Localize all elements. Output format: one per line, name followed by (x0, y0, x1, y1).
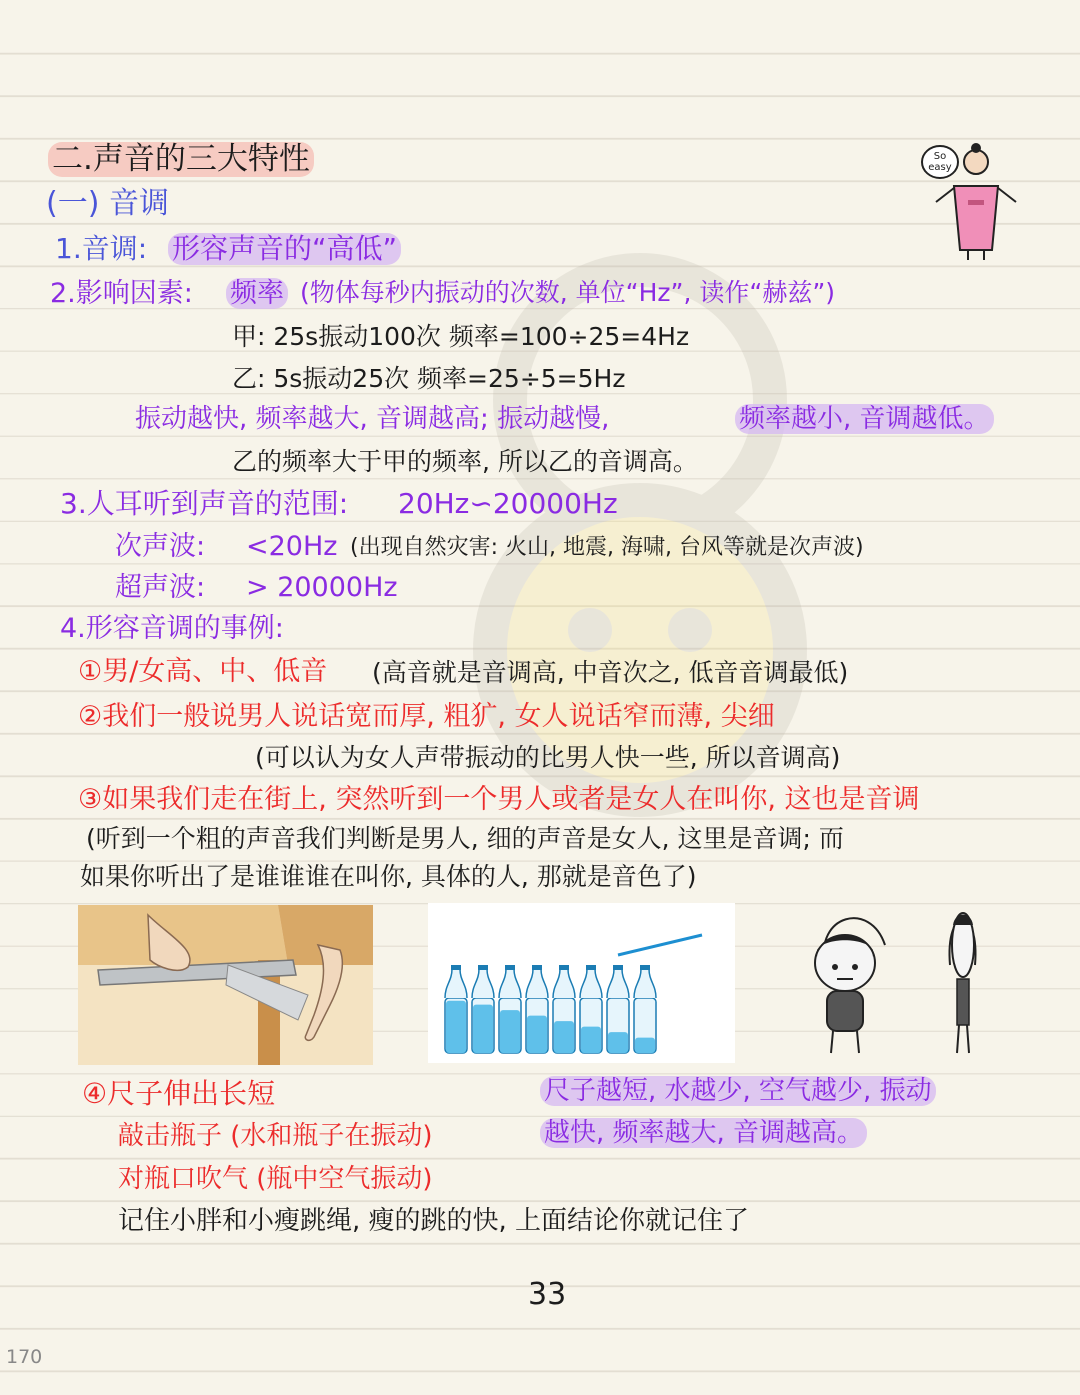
item4-ex3-note2: 如果你听出了是谁谁谁在叫你, 具体的人, 那就是音色了) (80, 862, 697, 891)
side-note-line2: 越快, 频率越大, 音调越高。 (540, 1118, 867, 1148)
item2-example-b: 乙: 5s振动25次 频率=25÷5=5Hz (232, 364, 626, 393)
bottles-figure (428, 903, 735, 1063)
bottle (553, 965, 575, 1053)
ultrasound-value: > 20000Hz (246, 572, 398, 603)
jump-rope-figure (795, 905, 1010, 1060)
item4-ex4-line3: 对瓶口吹气 (瓶中空气振动) (118, 1164, 433, 1194)
bottle (526, 965, 548, 1053)
bottle (634, 965, 656, 1053)
item2-rule-part1: 振动越快, 频率越大, 音调越高; 振动越慢, (135, 404, 610, 434)
item1-definition: 形容声音的“高低” (168, 233, 401, 265)
item4-ex2-main: ②我们一般说男人说话宽而厚, 粗犷, 女人说话窄而薄, 尖细 (78, 701, 775, 732)
trend-line (618, 935, 702, 955)
bottle (580, 965, 602, 1053)
item4-ex3-note1: (听到一个粗的声音我们判断是男人, 细的声音是女人, 这里是音调; 而 (86, 824, 844, 853)
section-title: 二.声音的三大特性 (48, 142, 314, 177)
side-note-line1: 尺子越短, 水越少, 空气越少, 振动 (540, 1076, 936, 1106)
item2-factor: 频率 (226, 278, 288, 309)
item4-label: 4.形容音调的事例: (60, 613, 284, 644)
item2-conclusion: 乙的频率大于甲的频率, 所以乙的音调高。 (232, 447, 698, 476)
item4-ex1-note: (高音就是音调高, 中音次之, 低音音调最低) (372, 658, 849, 687)
item4-ex4-line2: 敲击瓶子 (水和瓶子在振动) (118, 1121, 433, 1151)
ruler-on-table-figure (78, 905, 373, 1065)
item4-ex4-title: ④尺子伸出长短 (82, 1077, 276, 1110)
mascot-illustration (918, 138, 1023, 263)
bottle (472, 965, 494, 1053)
item2-label: 2.影响因素: (50, 278, 193, 309)
item1-label: 1.音调: (55, 232, 148, 265)
infrasound-value: <20Hz (246, 531, 338, 562)
bottle (607, 965, 629, 1053)
item3-range: 20Hz∽20000Hz (398, 487, 618, 520)
svg-text:So: So (933, 151, 947, 162)
item4-ex4-line4: 记住小胖和小瘦跳绳, 瘦的跳的快, 上面结论你就记住了 (118, 1206, 750, 1236)
item4-ex1-main: ①男/女高、中、低音 (78, 656, 328, 687)
page-number: 33 (528, 1277, 567, 1312)
ultrasound-label: 超声波: (115, 572, 206, 603)
svg-text:easy: easy (928, 162, 952, 173)
corner-number: 170 (6, 1346, 43, 1368)
item4-ex2-note: (可以认为女人声带振动的比男人快一些, 所以音调高) (255, 743, 841, 772)
item2-explanation: (物体每秒内振动的次数, 单位“Hz”, 读作“赫兹”) (300, 278, 836, 307)
bottle (499, 965, 521, 1053)
subsection-title: (一) 音调 (46, 186, 169, 221)
infrasound-note: (出现自然灾害: 火山, 地震, 海啸, 台风等就是次声波) (350, 535, 864, 560)
item4-ex3-main: ③如果我们走在街上, 突然听到一个男人或者是女人在叫你, 这也是音调 (78, 784, 920, 815)
infrasound-label: 次声波: (115, 531, 206, 562)
bottle (445, 965, 467, 1053)
item3-label: 3.人耳听到声音的范围: (60, 487, 349, 520)
item2-example-a: 甲: 25s振动100次 频率=100÷25=4Hz (232, 322, 690, 351)
item2-rule-part2: 频率越小, 音调越低。 (735, 404, 994, 434)
